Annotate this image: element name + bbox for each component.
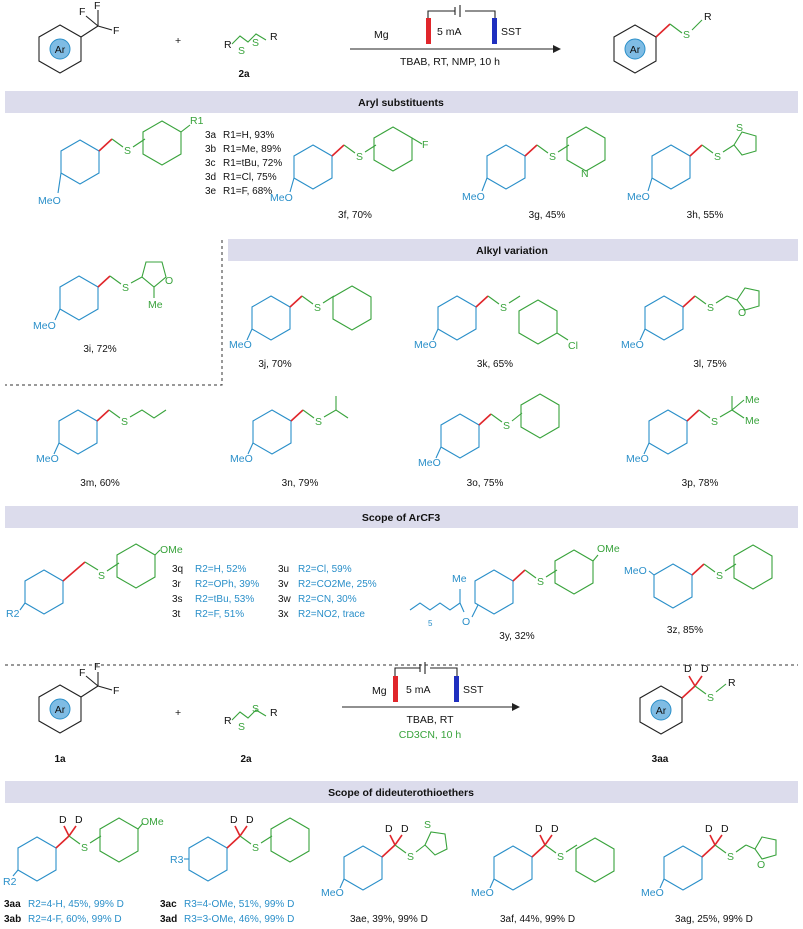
conditions-label: TBAB, RT <box>406 714 454 726</box>
structure-3af <box>471 823 614 925</box>
meo-group: MeO <box>418 457 441 469</box>
compound-label: 2a <box>240 754 252 765</box>
compound-label: 3o, 75% <box>466 478 504 489</box>
compound-label: 3j, 70% <box>258 359 292 370</box>
ar-label: Ar <box>655 705 667 717</box>
list-item: 3q <box>172 564 184 575</box>
s-atom: S <box>252 703 260 715</box>
s-atom: S <box>503 420 511 432</box>
s-atom: S <box>238 721 246 733</box>
ar-label: Ar <box>54 44 66 56</box>
meo-group: MeO <box>36 453 59 465</box>
dideutero-list-left <box>4 899 124 925</box>
section-title: Aryl substituents <box>358 97 444 109</box>
d-atom: D <box>721 823 729 835</box>
s-atom: S <box>500 302 508 314</box>
r3-group: R3 <box>170 854 184 866</box>
ar-label: Ar <box>54 704 66 716</box>
s-atom: S <box>707 302 715 314</box>
s-atom: S <box>537 576 545 588</box>
d-atom: D <box>701 663 709 675</box>
meo-group: MeO <box>626 453 649 465</box>
s-atom: S <box>252 37 260 49</box>
plus-sign: + <box>175 35 182 47</box>
list-item: 3u <box>278 564 290 575</box>
structure-3ae <box>321 819 447 925</box>
meo-group: MeO <box>621 339 644 351</box>
s-atom: S <box>714 151 722 163</box>
f-atom: F <box>422 139 429 151</box>
r2-group: R2 <box>3 876 17 888</box>
list-item: 3ab <box>4 914 22 925</box>
list-item: R1=tBu, 72% <box>223 158 283 169</box>
reactant-1a <box>39 0 119 101</box>
compound-label: 3k, 65% <box>476 359 514 370</box>
list-item: R2=4-F, 60%, 99% D <box>28 914 122 925</box>
compound-label: 3y, 32% <box>499 631 535 642</box>
list-item: R2=tBu, 53% <box>195 594 255 605</box>
compound-label: 3ae, 39%, 99% D <box>350 914 428 925</box>
current-label: 5 mA <box>406 684 431 696</box>
r-group: R <box>224 39 232 51</box>
meo-group: MeO <box>414 339 437 351</box>
d-atom: D <box>246 814 254 826</box>
compound-label: 3af, 44%, 99% D <box>500 914 576 925</box>
arcf3-list-left <box>172 564 259 620</box>
electrode-label: SST <box>463 684 484 696</box>
conditions-label: CD3CN, 10 h <box>398 729 462 741</box>
me-group: Me <box>745 415 760 427</box>
ome-group: OMe <box>141 816 164 828</box>
structure-3l <box>621 288 759 370</box>
f-atom: F <box>113 685 120 697</box>
list-item: 3w <box>278 594 291 605</box>
list-item: R3=3-OMe, 46%, 99% D <box>184 914 295 925</box>
dashed-divider <box>5 240 222 385</box>
list-item: R1=Cl, 75% <box>223 172 277 183</box>
electrode-label: SST <box>501 26 522 38</box>
electrolysis-setup <box>342 662 520 741</box>
aryl-list <box>205 130 282 197</box>
list-item: R3=4-OMe, 51%, 99% D <box>184 899 295 910</box>
f-atom: F <box>79 6 86 18</box>
list-item: 3x <box>278 609 289 620</box>
d-atom: D <box>684 663 692 675</box>
compound-label: 3aa <box>651 754 669 765</box>
s-atom: S <box>121 416 129 428</box>
r-group: R <box>728 677 736 689</box>
structure-3q-3x <box>6 544 183 620</box>
s-atom: S <box>124 145 132 157</box>
section-title: Alkyl variation <box>476 245 548 257</box>
meo-group: MeO <box>270 192 293 204</box>
meo-group: MeO <box>471 887 494 899</box>
list-item: 3t <box>172 609 181 620</box>
f-atom: F <box>94 661 101 673</box>
section-title: Scope of ArCF3 <box>361 512 441 524</box>
d-atom: D <box>551 823 559 835</box>
list-item: R2=NO2, trace <box>298 609 365 620</box>
meo-group: MeO <box>624 565 647 577</box>
subscript-5: 5 <box>428 619 433 628</box>
product-3a <box>614 11 712 101</box>
meo-group: MeO <box>462 191 485 203</box>
o-atom: O <box>165 275 174 287</box>
structure-3j <box>229 286 371 370</box>
d-atom: D <box>535 823 543 835</box>
compound-label: 3ag, 25%, 99% D <box>675 914 753 925</box>
f-atom: F <box>113 25 120 37</box>
structure-3h <box>627 122 756 221</box>
structure-3y <box>410 543 620 642</box>
meo-group: MeO <box>641 887 664 899</box>
current-label: 5 mA <box>437 26 462 38</box>
list-item: 3r <box>172 579 181 590</box>
structure-3a-3e <box>38 115 204 207</box>
list-item: 3c <box>205 158 216 169</box>
s-atom: S <box>252 842 260 854</box>
meo-group: MeO <box>33 320 56 332</box>
list-item: 3v <box>278 579 289 590</box>
o-atom: O <box>462 616 471 628</box>
compound-label: 3z, 85% <box>666 625 704 636</box>
compound-label: 3l, 75% <box>693 359 727 370</box>
d-atom: D <box>705 823 713 835</box>
meo-group: MeO <box>229 339 252 351</box>
s-atom: S <box>424 819 432 831</box>
s-atom: S <box>683 29 691 41</box>
electrode-label: Mg <box>374 29 389 41</box>
structure-3m <box>36 410 166 489</box>
top-reaction <box>39 0 712 101</box>
list-item: 3ad <box>160 914 178 925</box>
s-atom: S <box>315 416 323 428</box>
list-item: R2=4-H, 45%, 99% D <box>28 899 124 910</box>
f-atom: F <box>79 667 86 679</box>
n-atom: N <box>581 168 589 180</box>
list-item: 3e <box>205 186 217 197</box>
s-atom: S <box>81 842 89 854</box>
structure-3ag <box>641 823 776 925</box>
o-atom: O <box>757 859 766 871</box>
conditions-label: TBAB, RT, NMP, 10 h <box>400 56 500 68</box>
section-title: Scope of dideuterothioethers <box>328 787 474 799</box>
ome-group: OMe <box>160 544 183 556</box>
r-group: R <box>224 715 232 727</box>
structure-3z <box>624 545 772 636</box>
compound-label: 3m, 60% <box>80 478 120 489</box>
structure-3i <box>33 262 173 355</box>
list-item: R1=H, 93% <box>223 130 275 141</box>
structure-3o <box>418 394 559 489</box>
structure-3f <box>270 127 428 221</box>
compound-label: 2a <box>238 69 250 80</box>
structure-3k <box>414 296 578 370</box>
s-atom: S <box>736 122 744 134</box>
compound-label: 3g, 45% <box>528 210 566 221</box>
s-atom: S <box>711 416 719 428</box>
cl-atom: Cl <box>568 340 578 352</box>
electrolysis-setup <box>350 5 561 68</box>
structure-3ac-3ad <box>170 814 309 881</box>
d-atom: D <box>401 823 409 835</box>
structure-3g <box>462 127 605 221</box>
r-group: R <box>270 31 278 43</box>
d-atom: D <box>230 814 238 826</box>
reactant-2a <box>224 31 278 80</box>
list-item: R2=Cl, 59% <box>298 564 352 575</box>
list-item: 3d <box>205 172 217 183</box>
me-group: Me <box>452 573 467 585</box>
ome-group: OMe <box>597 543 620 555</box>
r-group: R <box>704 11 712 23</box>
d-atom: D <box>385 823 393 835</box>
meo-group: MeO <box>321 887 344 899</box>
s-atom: S <box>407 851 415 863</box>
reactant-2a <box>224 703 278 765</box>
d-atom: D <box>75 814 83 826</box>
list-item: 3s <box>172 594 183 605</box>
reactant-1a <box>39 661 119 765</box>
s-atom: S <box>314 302 322 314</box>
arcf3-list-right <box>278 564 377 620</box>
s-atom: S <box>716 570 724 582</box>
compound-label: 3n, 79% <box>281 478 319 489</box>
structure-3n <box>230 396 348 489</box>
list-item: R1=Me, 89% <box>223 144 282 155</box>
list-item: R2=F, 51% <box>195 609 245 620</box>
s-atom: S <box>98 570 106 582</box>
list-item: 3ac <box>160 899 177 910</box>
me-group: Me <box>148 299 163 311</box>
compound-label: 3p, 78% <box>681 478 719 489</box>
structure-3p <box>626 394 760 489</box>
r2-group: R2 <box>6 608 20 620</box>
o-atom: O <box>738 307 747 319</box>
compound-label: 1a <box>54 754 66 765</box>
meo-group: MeO <box>230 453 253 465</box>
s-atom: S <box>549 151 557 163</box>
list-item: R1=F, 68% <box>223 186 273 197</box>
r-group: R <box>270 707 278 719</box>
s-atom: S <box>727 851 735 863</box>
plus-sign: + <box>175 707 182 719</box>
compound-label: 3i, 72% <box>83 344 117 355</box>
r1-group: R1 <box>190 115 204 127</box>
f-atom: F <box>94 0 101 12</box>
s-atom: S <box>707 692 715 704</box>
compound-label: 3f, 70% <box>338 210 372 221</box>
list-item: 3aa <box>4 899 21 910</box>
list-item: R2=OPh, 39% <box>195 579 260 590</box>
dideutero-list-mid <box>160 899 294 925</box>
list-item: 3b <box>205 144 217 155</box>
meo-group: MeO <box>38 195 61 207</box>
s-atom: S <box>356 151 364 163</box>
s-atom: S <box>238 45 246 57</box>
list-item: 3a <box>205 130 217 141</box>
s-atom: S <box>557 851 565 863</box>
electrode-label: Mg <box>372 685 387 697</box>
compound-label: 3h, 55% <box>686 210 724 221</box>
structure-3aa-3ab <box>3 814 164 888</box>
product-3aa <box>640 663 736 765</box>
me-group: Me <box>745 394 760 406</box>
list-item: R2=CO2Me, 25% <box>298 579 377 590</box>
deuteration-reaction <box>39 661 736 765</box>
list-item: R2=H, 52% <box>195 564 247 575</box>
meo-group: MeO <box>627 191 650 203</box>
ar-label: Ar <box>629 44 641 56</box>
s-atom: S <box>122 282 130 294</box>
d-atom: D <box>59 814 67 826</box>
list-item: R2=CN, 30% <box>298 594 357 605</box>
